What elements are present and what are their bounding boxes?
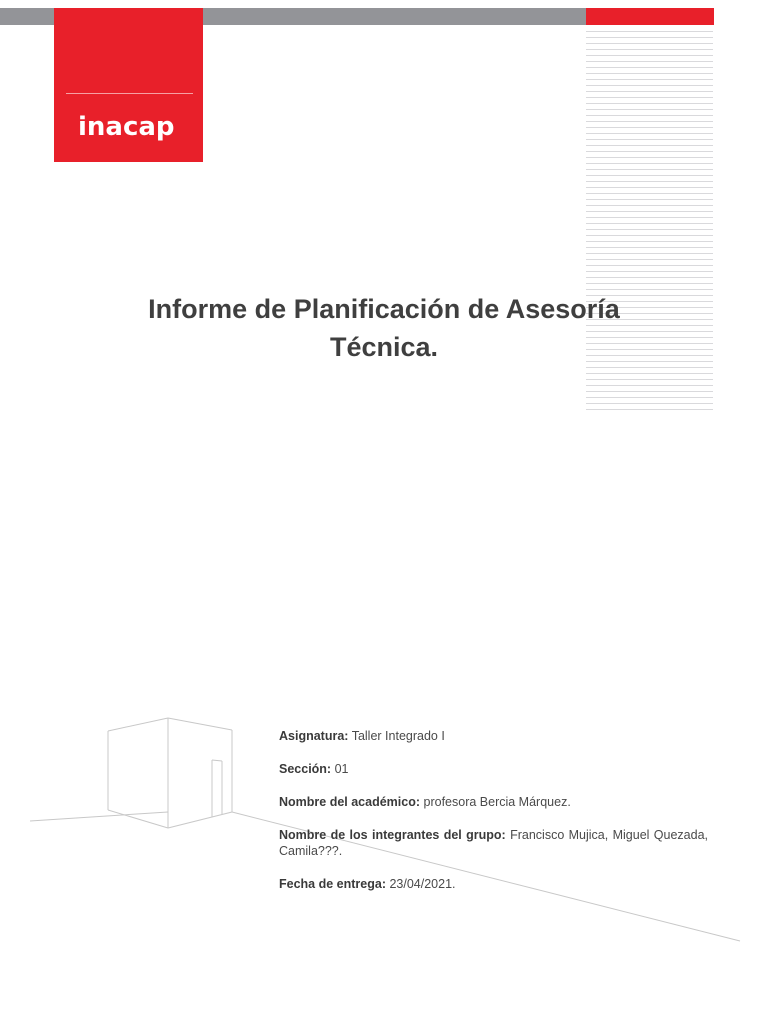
members-value: Francisco Mujica, Miguel Quezada, Camila???. <box>279 828 708 858</box>
section-row <box>279 761 708 777</box>
date-label: Fecha de entrega: <box>279 877 386 891</box>
document-details <box>279 728 708 909</box>
title-line-2: Técnica. <box>329 332 439 362</box>
members-label: Nombre de los integrantes del grupo: <box>279 828 506 842</box>
date-value: 23/04/2021. <box>389 877 456 891</box>
inacap-logo: inacap <box>78 112 175 142</box>
top-bar-middle <box>203 8 586 25</box>
subject-label: Asignatura: <box>279 729 349 743</box>
teacher-row <box>279 794 708 810</box>
teacher-value: profesora Bercia Márquez. <box>423 795 571 809</box>
teacher-label: Nombre del académico: <box>279 795 421 809</box>
section-value: 01 <box>334 762 349 776</box>
members-row <box>279 827 708 859</box>
date-row <box>279 876 708 892</box>
logo-divider <box>66 93 193 94</box>
logo-block <box>54 8 203 162</box>
title-line-1: Informe de Planificación de Asesoría <box>148 294 620 324</box>
subject-value: Taller Integrado I <box>351 729 445 743</box>
top-bar-left <box>0 8 54 25</box>
document-title <box>100 290 668 366</box>
top-bar-red-accent <box>586 8 714 25</box>
section-label: Sección: <box>279 762 332 776</box>
subject-row <box>279 728 708 744</box>
